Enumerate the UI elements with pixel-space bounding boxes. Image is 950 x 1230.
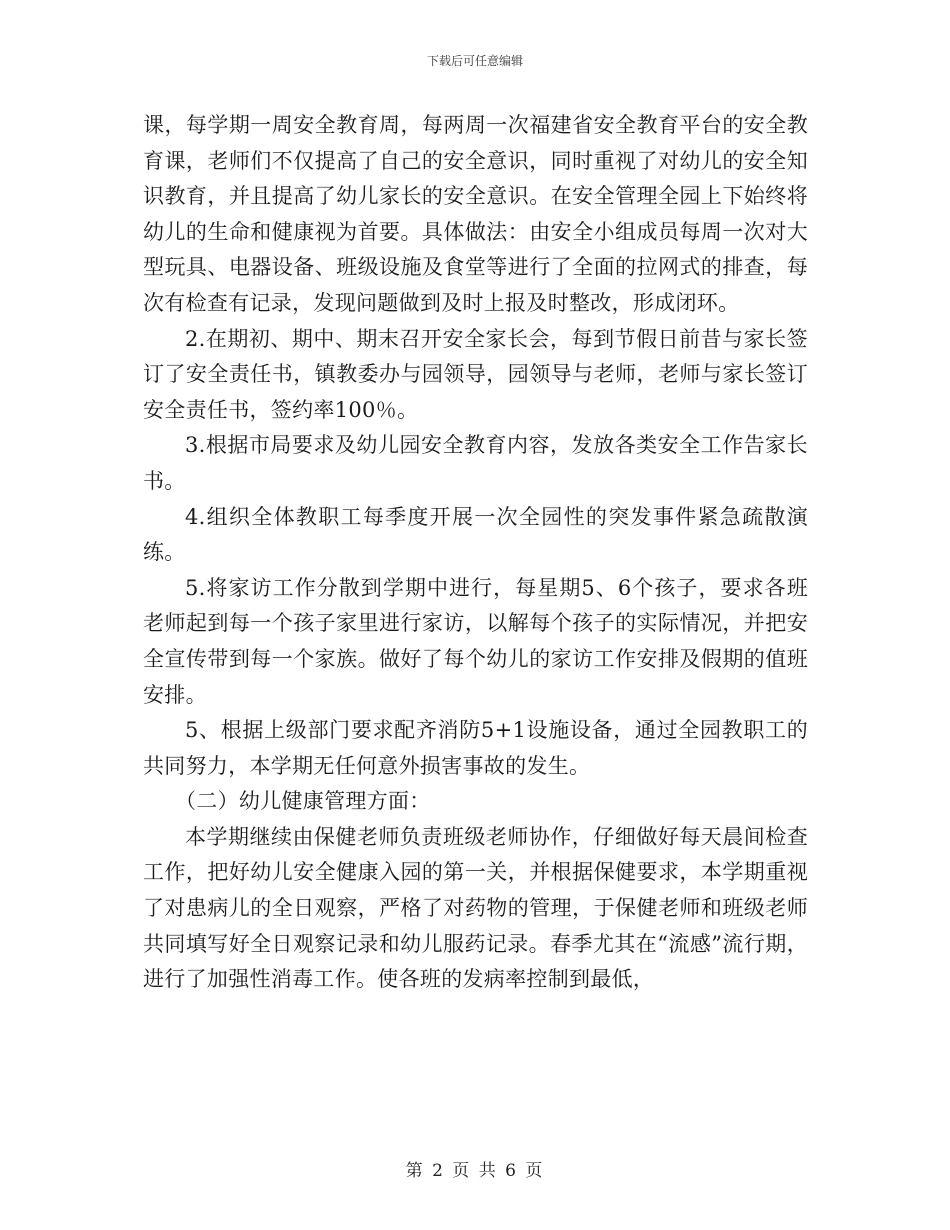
paragraph-item-2-parent-meeting: 2.在期初、期中、期末召开安全家长会，每到节假日前昔与家长签订了安全责任书，镇教委办与园领导，园领导与老师，老师与家长签订安全责任书，签约率100％。 [143,326,808,422]
section-heading-health-management: （二）幼儿健康管理方面： [175,789,431,814]
page-header: 下载后可任意编辑 [426,54,523,68]
paragraph-item-4-evacuation-drill: 4.组织全体教职工每季度开展一次全园性的突发事件紧急疏散演练。 [143,504,808,565]
paragraph-item-5-fire-equipment: 5、根据上级部门要求配齐消防5+1设施设备，通过全园教职工的共同努力，本学期无任何意外损害事故的发生。 [143,718,808,778]
paragraph-health-management: 本学期继续由保健老师负责班级老师协作，仔细做好每天晨间检查工作，把好幼儿安全健康入园的第一关，并根据保健要求，本学期重视了对患病儿的全日观察，严格了对药物的管理，于保健老师和班级老师共同填写好全日观察记录和幼儿服药记录。春季尤其在“流感”流行期，进行了加强性消毒工作。使各班的发病率控制到最低， [143,824,808,992]
page-footer: 第 2 页 共 6 页 [405,1161,545,1181]
paragraph-safety-education: 课，每学期一周安全教育周，每两周一次福建省安全教育平台的安全教育课，老师们不仅提高了自己的安全意识，同时重视了对幼儿的安全知识教育，并且提高了幼儿家长的安全意识。在安全管理全园上下始终将幼儿的生命和健康视为首要。具体做法：由安全小组成员每周一次对大型玩具、电器设备、班级设施及食堂等进行了全面的拉网式的排查，每次有检查有记录，发现问题做到及时上报及时整改，形成闭环。 [143,113,808,315]
paragraph-item-3-parent-letter: 3.根据市局要求及幼儿园安全教育内容，发放各类安全工作告家长书。 [143,433,808,493]
document-body [143,108,808,998]
paragraph-item-5-home-visits: 5.将家访工作分散到学期中进行，每星期5、6个孩子，要求各班老师起到每一个孩子家里进行家访，以解每个孩子的实际情况，并把安全宣传带到每一个家族。做好了每个幼儿的家访工作安排及假期的值班安排。 [143,575,808,707]
